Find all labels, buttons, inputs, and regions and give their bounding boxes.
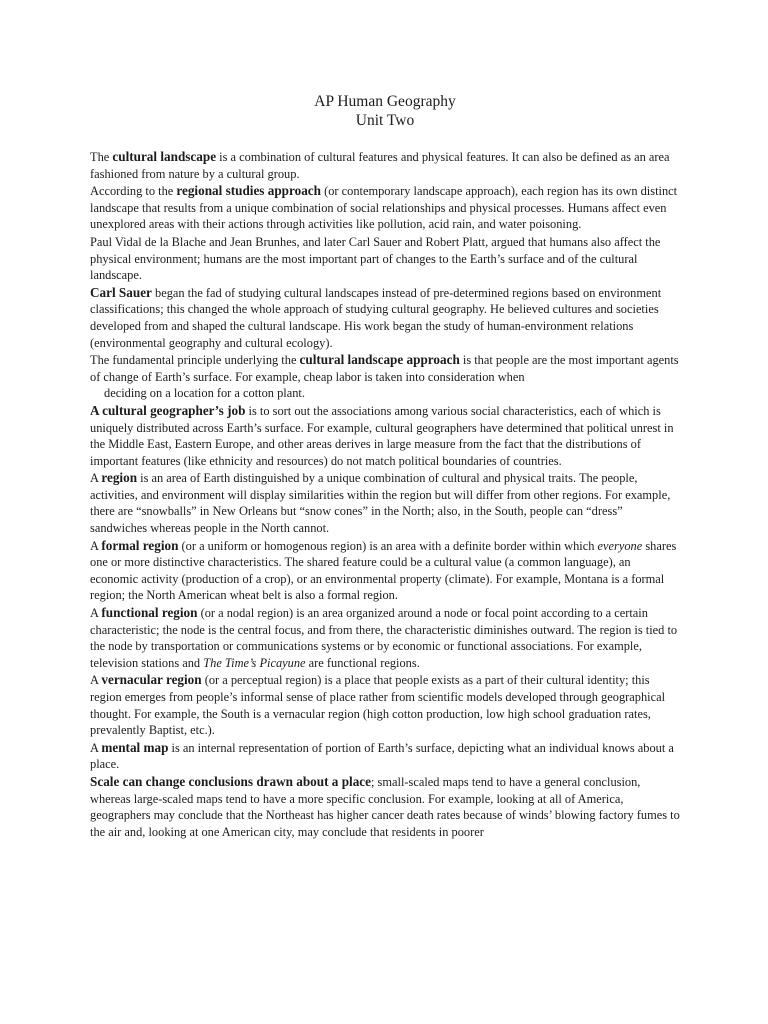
paragraph-carl-sauer <box>90 285 680 351</box>
italic-run: everyone <box>597 538 643 553</box>
text-run: deciding on a location for a cotton plant. <box>104 386 305 401</box>
term-functional-region: functional region <box>101 605 198 621</box>
italic-run: The Time’s Picayune <box>203 655 306 670</box>
paragraph-regional-studies <box>90 183 680 233</box>
text-run: According to the <box>90 184 177 199</box>
document-subtitle: Unit Two <box>355 112 415 129</box>
title-block <box>90 92 680 130</box>
text-run: is an area of Earth distinguished by a unique combination of cultural and physical traits. The people, activities, and environment will display similarities within the region but will differ from other regions. For example, there are “snowballs” in New Orleans but “snow cones” in the North; also, in the South, people can “dress” sandwiches whereas people in the North cannot. <box>90 471 671 536</box>
text-run: A <box>90 606 102 621</box>
text-run: began the fad of studying cultural landscapes instead of pre-determined regions based on environment classifications; this changed the whole approach of studying cultural geography. He believed cultures and societies developed from and shaped the cultural landscape. His work began the study of human-environment relations (environmental geography and cultural ecology). <box>90 285 662 350</box>
text-run: A <box>90 471 102 486</box>
text-run: (or contemporary landscape approach), each region has its own distinct landscape that results from a unique combination of social relationships and physical processes. Humans affect even unexplored areas with their actions through activities like pollution, acid rain, and water poisoning. <box>90 184 678 232</box>
text-run: A <box>90 538 102 553</box>
term-region: region <box>101 470 138 486</box>
paragraph-formal-region <box>90 538 680 604</box>
text-run: ; small-scaled maps tend to have a general conclusion, whereas large-scaled maps tend to have a more specific conclusion. For example, looking at all of America, geographers may conclude that the Northeast has higher cancer death rates because of winds’ blowing factory fumes to the air and, looking at one American city, may conclude that residents in poorer <box>90 774 680 839</box>
text-run: The fundamental principle underlying the <box>90 353 300 368</box>
paragraph-cultural-geographer-job <box>90 403 680 469</box>
term-cultural-landscape: cultural landscape <box>112 149 217 164</box>
term-cultural-landscape-approach: cultural landscape approach <box>299 352 460 368</box>
term-mental-map: mental map <box>101 739 169 755</box>
text-run: A <box>90 740 102 755</box>
text-run: A <box>90 673 102 688</box>
text-run: (or a perceptual region) is a place that people exists as a part of their cultural identity; this region emerges from people’s informal sense of place rather from scientific models developed through geographical thought. For example, the South is a vernacular region (high cotton production, low high school graduation rates, prevalently Baptist, etc.). <box>90 673 666 738</box>
text-run: are functional regions. <box>305 655 420 670</box>
term-regional-studies-approach: regional studies approach <box>176 183 321 199</box>
text-run: The <box>90 150 113 164</box>
term-carl-sauer: Carl Sauer <box>90 284 152 300</box>
term-formal-region: formal region <box>101 537 179 553</box>
text-run: is an internal representation of portion of Earth’s surface, depicting what an individual knows about a place. <box>90 740 674 772</box>
text-run: is a combination of cultural features and physical features. It can also be defined as an area fashioned from nature by a cultural group. <box>90 150 670 181</box>
text-run: Paul Vidal de la Blache and Jean Brunhes, and later Carl Sauer and Robert Platt, argued that humans also affect the physical environment; humans are the most important part of changes to the Earth’s surface and of the cultural landscape. <box>90 234 661 283</box>
term-cultural-geographer-job: A cultural geographer’s job <box>90 402 246 418</box>
paragraph-region <box>90 470 680 536</box>
paragraph-vidal-de-la-blache <box>90 234 680 284</box>
text-run: shares one or more distinctive characteristics. The shared feature could be a cultural value (a common language), an economic activity (production of a crop), or an environmental property (climate). For example, Montana is a formal region; the North American wheat belt is also a formal region. <box>90 538 677 603</box>
paragraph-functional-region <box>90 605 680 671</box>
document-title: AP Human Geography <box>314 93 456 110</box>
paragraph-vernacular-region <box>90 672 680 738</box>
text-run: is that people are the most important agents of change of Earth’s surface. For example, cheap labor is taken into consideration when <box>90 353 679 384</box>
paragraph-scale <box>90 774 680 840</box>
term-vernacular-region: vernacular region <box>101 672 202 688</box>
paragraph-cultural-landscape <box>90 149 680 182</box>
paragraph-mental-map <box>90 740 680 773</box>
document-page <box>90 92 680 841</box>
term-scale-conclusions: Scale can change conclusions drawn about a place <box>90 773 371 789</box>
text-run: (or a uniform or homogenous region) is an area with a definite border within which <box>178 538 598 553</box>
text-run: is to sort out the associations among various social characteristics, each of which is uniquely distributed across Earth’s surface. For example, cultural geographers have determined that political unrest in the Middle East, Eastern Europe, and other areas derives in large measure from the fact that the distributions of important features (like ethnicity and resources) do not match political boundaries of countries. <box>90 403 674 468</box>
text-run: (or a nodal region) is an area organized around a node or focal point according to a certain characteristic; the node is the central focus, and from there, the characteristic diminishes outward. The region is tied to the node by transportation or communications systems or by economic or functional associations. For example, television stations and <box>90 606 678 670</box>
paragraph-cultural-landscape-approach <box>90 352 680 402</box>
